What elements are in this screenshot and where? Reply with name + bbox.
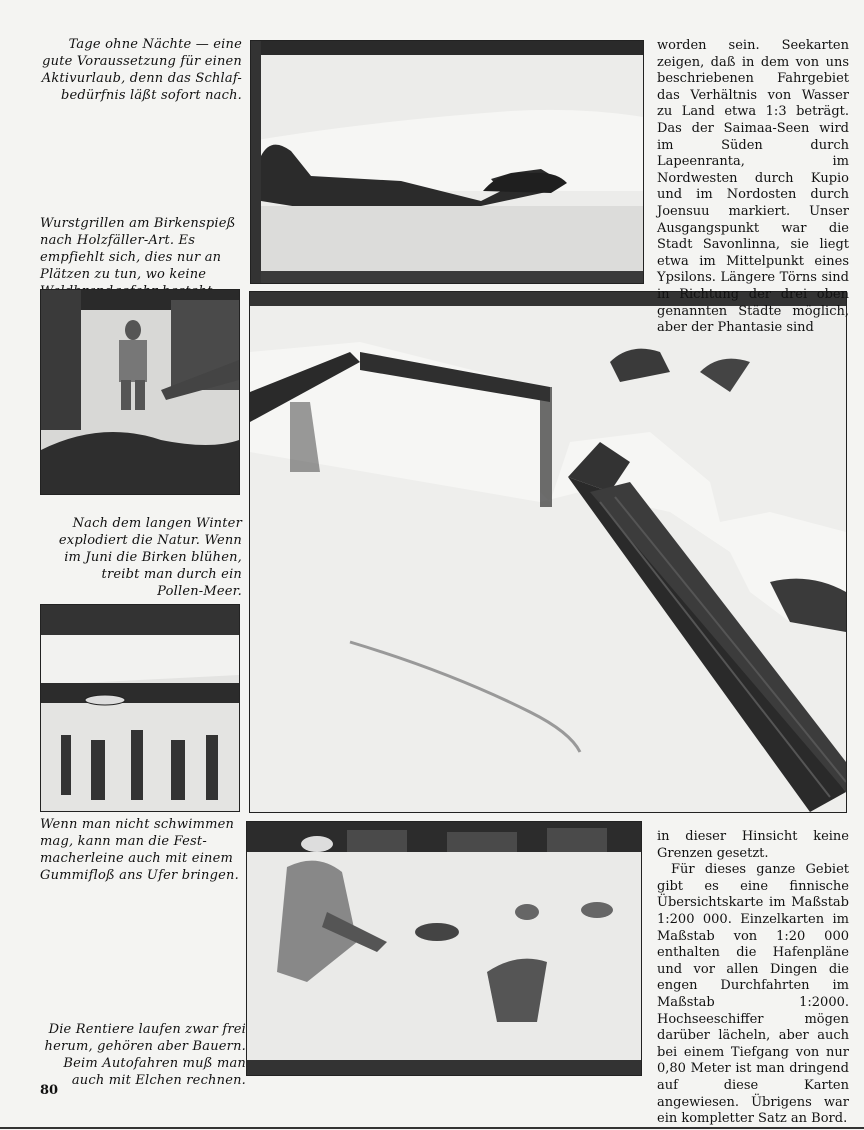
caption-midnight-sun: Tage ohne Nächte — eine gute Voraussetzung für einen Aktivurlaub, denn das Schlaf- bedürfnis läßt sofort nach. xyxy=(41,37,242,103)
photo-dock xyxy=(249,291,847,813)
photo-reindeer xyxy=(246,821,642,1076)
bottom-rule xyxy=(0,1127,864,1129)
photo-raft xyxy=(40,604,240,812)
photo-lake-island xyxy=(250,40,644,284)
page-number: 80 xyxy=(40,1083,59,1098)
article-column-top: worden sein. Seekarten zeigen, daß in dem von uns beschriebenen Fahrgebiet das Verhältnis von Wasser zu Land etwa 1:3 beträgt. Das der Saimaa-Seen wird im Süden durch Lapeenranta, im Nordwesten durch Kupio und im Nordosten durch Joensuu markiert. Unser Ausgangspunkt war die Stadt Savonlinna, sie liegt etwa im Mittelpunkt eines Ypsilons. Längere Törns sind in Richtung der drei oben genannten Städte möglich, aber der Phantasie sind xyxy=(657,38,849,336)
photo-grilling xyxy=(40,289,240,495)
article-column-bottom: in dieser Hinsicht keine Grenzen gesetzt. Für dieses ganze Gebiet gibt es eine finnische Übersichtskarte im Maßstab 1:200 000. Einzelkarten im Maßstab von 1:20 000 enthalten die Hafenpläne und vor allen Dingen die engen Durchfahrten im Maßstab 1:2000. Hochseeschiffer mögen darüber lächeln, aber auch bei einem Tiefgang von nur 0,80 Meter ist man dringend auf diese Karten angewiesen. Übrigens war ein kompletter Satz an Bord. xyxy=(657,829,849,1127)
caption-pollen: Nach dem langen Winter explodiert die Natur. Wenn im Juni die Birken blühen, treibt man durch ein Pollen-Meer. xyxy=(58,516,242,599)
caption-grilling: Wurstgrillen am Birkenspieß nach Holzfäller-Art. Es empfiehlt sich, dies nur an Plätzen zu tun, wo keine xyxy=(40,216,236,282)
caption-raft: Wenn man nicht schwimmen mag, kann man die Fest- macherleine auch mit einem Gummifloß ans Ufer bringen. xyxy=(40,817,239,883)
caption-reindeer: Die Rentiere laufen zwar frei herum, gehören aber Bauern. Beim Autofahren muß man auch mit Elchen rechnen. xyxy=(44,1022,246,1088)
